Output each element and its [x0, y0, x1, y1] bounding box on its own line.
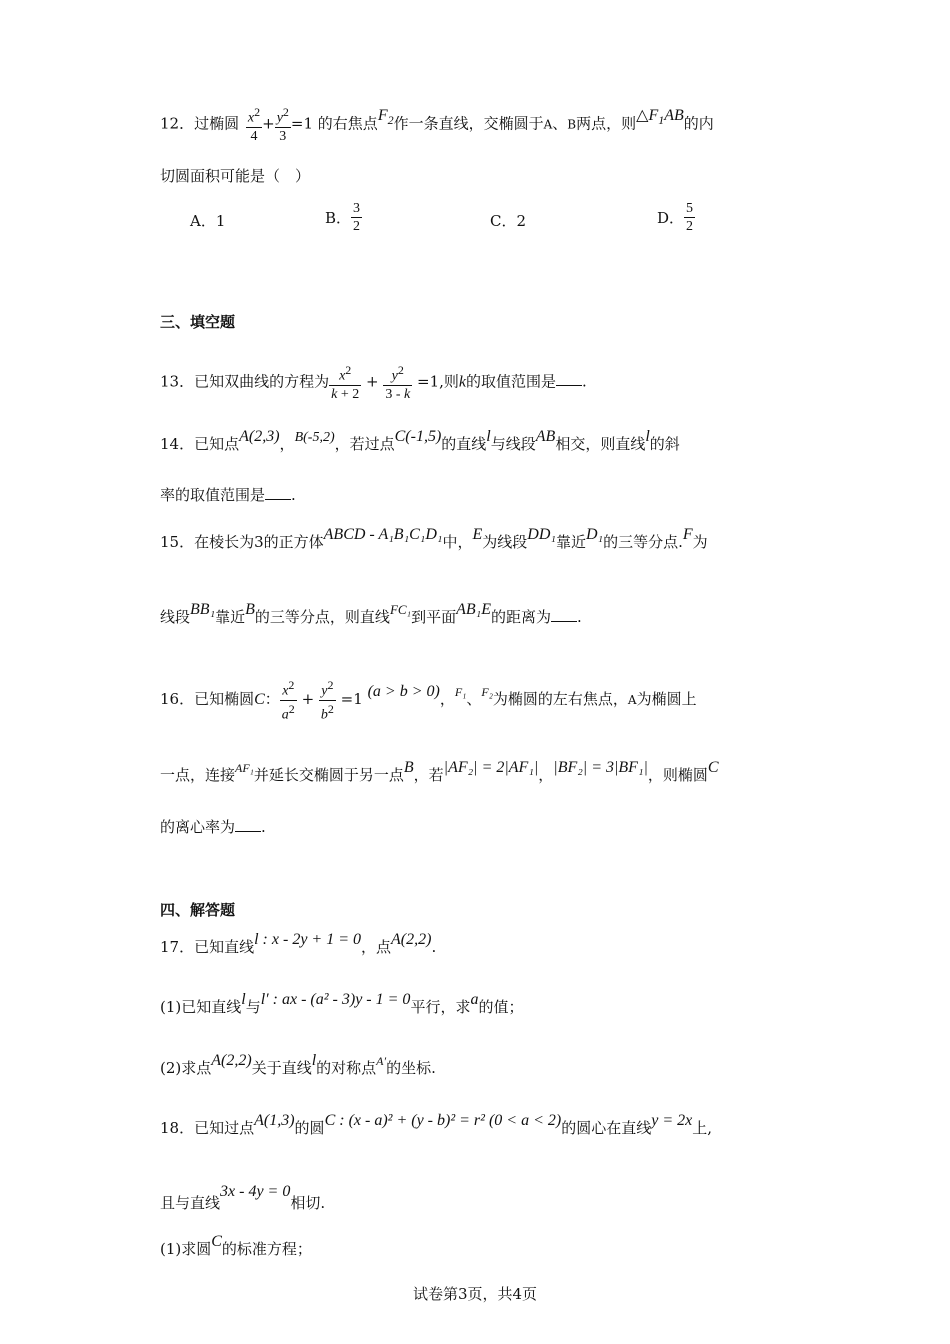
hyperbola-fraction-x: $\frac{x^2}{k + 2}$	[331, 363, 360, 402]
q15-text: 的距离为	[490, 608, 551, 626]
ellipse-fraction-y: $\frac{y^2}{3}$	[276, 105, 289, 144]
q17-line1	[160, 931, 437, 958]
q14-text: 相交，则直线	[555, 435, 646, 453]
q17-text: ，点	[361, 938, 392, 956]
q15-end: .	[577, 608, 582, 626]
q16-point-a: A	[627, 693, 637, 708]
q15-text: 的三等分点.	[603, 533, 683, 551]
q18-text: 的圆	[294, 1119, 325, 1137]
q15-line-fc1: FC₁	[389, 602, 412, 617]
q12-line2-text: 切圆面积可能是（ ）	[160, 167, 311, 185]
q12-text: 的内	[683, 114, 714, 133]
q12-text: 两点，则	[576, 114, 637, 133]
q17-point-a: A(2,2)	[391, 931, 432, 948]
option-a-label: A．1	[190, 212, 226, 230]
option-b-fraction	[351, 200, 362, 235]
q13-answer-blank[interactable]	[556, 371, 582, 386]
q18-tangent-line: 3x - 4y = 0	[220, 1183, 291, 1200]
section-3-heading: 三、填空题	[160, 313, 236, 331]
q16-answer-blank[interactable]	[235, 817, 261, 832]
option-b-den: 2	[353, 219, 361, 234]
q16-point-b: B	[403, 759, 414, 776]
q18-circle-eq: C : (x - a)² + (y - b)² = r² (0 < a < 2)	[324, 1112, 562, 1129]
q12-option-a[interactable]	[190, 210, 225, 231]
q12-option-d[interactable]	[657, 200, 695, 235]
q18-line2	[160, 1183, 326, 1214]
q12-line2	[160, 166, 310, 186]
q13-end: .	[582, 372, 587, 391]
q14-number: 14．	[160, 435, 195, 453]
option-d-label: D．	[657, 209, 685, 227]
q16-fraction-y: $\frac{y^2}{b^2}$	[320, 678, 334, 723]
q14-text: ，若过点	[334, 435, 395, 453]
q16-comma: ，	[538, 766, 554, 784]
q17-text: (2)求点	[160, 1059, 212, 1077]
q16-text: 为椭圆上	[636, 690, 697, 709]
q14-point-a: A(2,3)	[239, 428, 280, 445]
q16-ellipse-c2: C	[707, 759, 719, 776]
option-b-label: B．	[325, 209, 352, 227]
section-4-heading: 四、解答题	[160, 901, 236, 919]
q18-number: 18．	[160, 1119, 195, 1137]
q13-text: 已知双曲线的方程为	[194, 372, 330, 391]
q13-line1: 13．已知双曲线的方程为 $\frac{x^2}{k + 2}$ + $\frac{y^2}{3 - k}$ =1,则k的取值范围是 .	[160, 363, 587, 402]
q14-text: 的直线	[441, 435, 487, 453]
q15-text: 在棱长为3的正方体	[194, 533, 324, 551]
q13-number: 13．	[160, 372, 195, 391]
q16-ellipse-c: C	[254, 691, 265, 709]
q16-equation-2: |BF₂| = 3|BF₁|	[553, 759, 648, 776]
q18-part1	[160, 1233, 312, 1260]
q15-answer-blank[interactable]	[551, 607, 577, 622]
q15-cube: ABCD - A₁B₁C₁D₁	[323, 526, 443, 543]
q14-line1	[160, 428, 680, 456]
q15-segment-bb1: BB₁	[190, 601, 216, 618]
focus-f2: $F_2$	[377, 107, 394, 128]
option-c-label: C．2	[490, 212, 527, 230]
q16-condition: (a > b > 0)	[367, 683, 440, 701]
q12-option-b[interactable]	[325, 200, 362, 235]
q17-part1	[160, 991, 524, 1018]
q17-line-l-prime: l′ : ax - (a² - 3)y - 1 = 0	[260, 991, 411, 1008]
q16-equation-1: |AF₂| = 2|AF₁|	[443, 759, 539, 776]
q18-text: 已知过点	[194, 1119, 255, 1137]
q16-text: 为椭圆的左右焦点，	[492, 690, 628, 709]
q15-text: 靠近	[215, 608, 246, 626]
q17-line-eq: l : x - 2y + 1 = 0	[254, 931, 362, 948]
q12-sep: 、	[552, 114, 568, 133]
q16-end: .	[261, 818, 266, 836]
q16-text: ，	[439, 690, 455, 709]
q13-k: k	[458, 373, 467, 391]
q14-line-l: l	[486, 428, 491, 445]
option-d-fraction	[684, 200, 695, 235]
q13-text: 的取值范围是	[466, 372, 557, 391]
q16-text: 并延长交椭圆于另一点	[253, 766, 404, 784]
q14-line-l2: l	[645, 428, 650, 445]
q12-number: 12．	[160, 114, 195, 133]
q13-text: ,则	[439, 372, 459, 391]
q15-line1	[160, 526, 708, 553]
q15-point-e: E	[472, 526, 483, 543]
q18-circle-c: C	[211, 1233, 222, 1250]
q17-text: 的值；	[478, 998, 524, 1016]
q16-text: ，若	[413, 766, 444, 784]
ellipse-fraction-x: $\frac{x^2}{4}$	[247, 105, 261, 144]
q16-focus-f1: F₁	[454, 685, 467, 700]
q14-text: 已知点	[194, 435, 240, 453]
q12-text: 作一条直线，交椭圆于	[393, 114, 544, 133]
q16-fraction-x: $\frac{x^2}{a^2}$	[281, 678, 295, 723]
q18-line1	[160, 1112, 712, 1139]
triangle-f1ab: $\triangle F_1AB$	[636, 107, 684, 128]
q12-text: 过椭圆	[194, 114, 240, 133]
q14-segment-ab: AB	[535, 428, 556, 445]
q18-text: 且与直线	[160, 1194, 221, 1212]
q15-point-b: B	[245, 601, 255, 618]
q17-line-l: l	[241, 991, 246, 1008]
q15-text: 为线段	[482, 533, 528, 551]
q17-var-a: a	[470, 991, 479, 1008]
q18-text: (1)求圆	[160, 1240, 212, 1258]
q16-line2	[160, 759, 719, 786]
q17-text: 已知直线	[194, 938, 255, 956]
q12-line1: 12．过椭圆 $\frac{x^2}{4}$ + $\frac{y^2}{3}$ =1 的右焦点$F_2$作一条直线，交椭圆于A、B两点，则$\triangle F_1AB$的内	[160, 105, 714, 144]
q15-line2	[160, 601, 582, 628]
q15-text: 靠近	[555, 533, 586, 551]
q14-text: 与线段	[490, 435, 536, 453]
page-footer: 试卷第3页，共4页	[412, 1285, 538, 1303]
q15-text: 到平面	[411, 608, 457, 626]
q14-end: .	[291, 486, 296, 504]
q16-text: ，则椭圆	[647, 766, 708, 784]
q18-text: 的圆心在直线	[561, 1119, 652, 1137]
option-b-num: 3	[353, 201, 361, 216]
q16-line1: 16．已知椭圆C： $\frac{x^2}{a^2}$ + $\frac{y^2}{b^2}$ =1 (a > b > 0)，$^{F_1}$、$^{F_2}$为椭圆的左右焦点，A为椭圆上	[160, 678, 697, 723]
q16-focus-f2: F₂	[481, 685, 493, 700]
q18-point-a: A(1,3)	[254, 1112, 295, 1129]
q14-answer-blank[interactable]	[265, 485, 291, 500]
q16-segment-af1: AF₁	[235, 761, 254, 775]
q15-point-d1: D₁	[585, 526, 604, 543]
q17-text: 的坐标.	[386, 1059, 436, 1077]
q15-text: 的三等分点，则直线	[254, 608, 390, 626]
q15-number: 15．	[160, 533, 195, 551]
q17-text: 关于直线	[251, 1059, 312, 1077]
q16-line3-text: 的离心率为	[160, 818, 236, 836]
q15-plane-ab1e: AB₁E	[456, 601, 491, 618]
q17-point-a2: A(2,2)	[211, 1052, 252, 1069]
q12-point-a: A	[543, 117, 553, 132]
q17-text: 平行，求	[410, 998, 471, 1016]
q14-point-c: C(-1,5)	[394, 428, 442, 445]
q12-text: 的右焦点	[317, 114, 378, 133]
q15-segment-dd1: DD₁	[527, 526, 556, 543]
q16-sep: 、	[466, 690, 482, 709]
q17-part2	[160, 1052, 436, 1079]
q17-point-a-prime: A′	[376, 1054, 387, 1068]
hyperbola-fraction-y: $\frac{y^2}{3 - k}$	[385, 363, 411, 402]
q17-end: .	[431, 938, 437, 956]
q14-comma: ，	[279, 435, 295, 453]
q14-line2-text: 率的取值范围是	[160, 486, 266, 504]
q14-point-b: B(-5,2)	[294, 430, 335, 445]
q12-point-b: B	[567, 117, 577, 132]
q14-text: 的斜	[649, 435, 680, 453]
option-d-num: 5	[686, 201, 694, 216]
q15-text: 中，	[442, 533, 473, 551]
q18-text: 相切.	[290, 1194, 326, 1212]
q17-line-l3: l	[311, 1052, 317, 1069]
q15-text: 线段	[160, 608, 191, 626]
q18-text: 的标准方程；	[221, 1240, 312, 1258]
q16-text: 一点，连接	[160, 766, 236, 784]
q18-line-y2x: y = 2x	[651, 1112, 693, 1129]
q14-line2	[160, 485, 296, 505]
q16-number: 16．	[160, 690, 195, 709]
q17-text: 的对称点	[316, 1059, 377, 1077]
q12-option-c[interactable]	[490, 210, 526, 231]
option-d-den: 2	[686, 219, 694, 234]
q15-point-f: F	[682, 526, 693, 543]
q18-text: 上,	[692, 1119, 712, 1137]
q15-text: 为	[692, 533, 708, 551]
q17-number: 17．	[160, 938, 195, 956]
q16-text: 已知椭圆	[194, 690, 255, 709]
q17-text: 与	[245, 998, 261, 1016]
q16-colon: ：	[264, 690, 280, 709]
q16-line3	[160, 817, 266, 837]
q17-text: (1)已知直线	[160, 998, 242, 1016]
